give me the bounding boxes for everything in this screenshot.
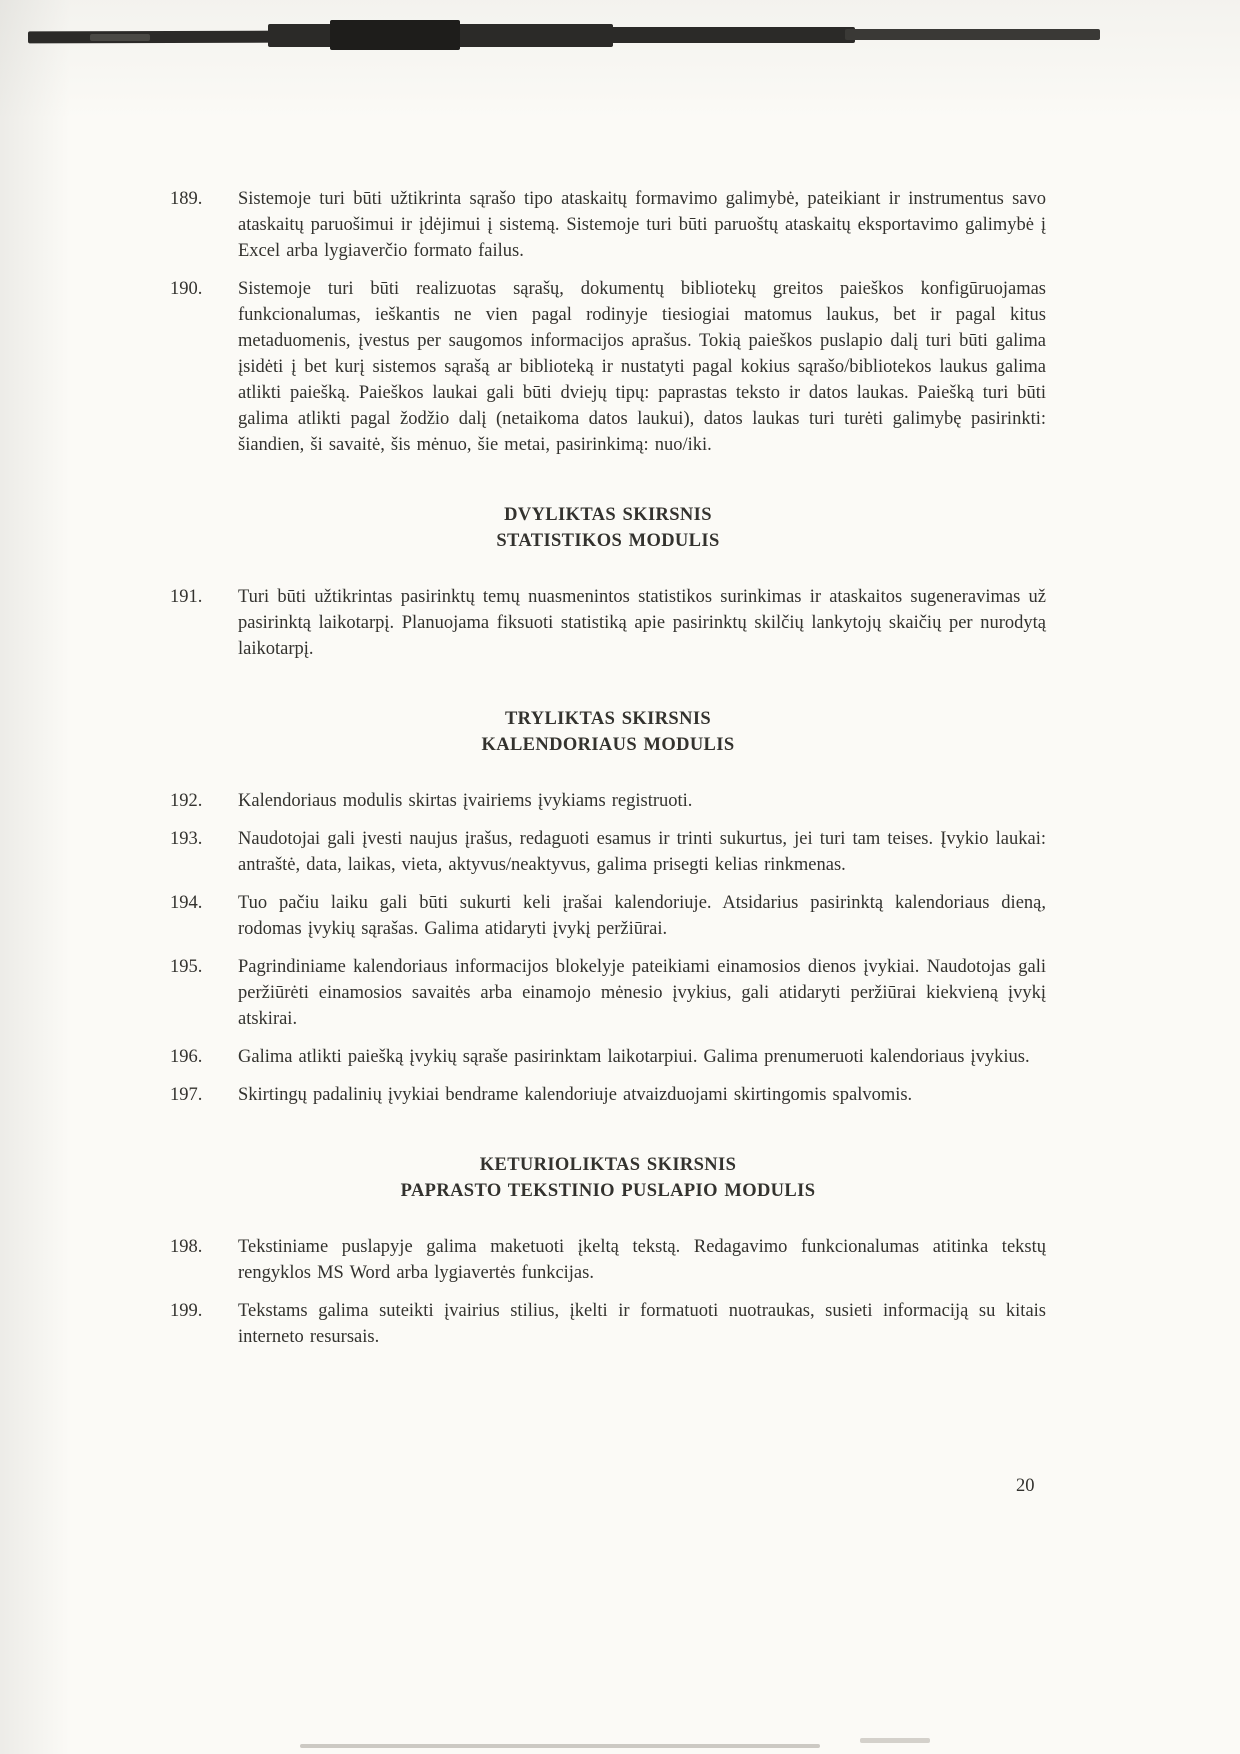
item-number: 199. bbox=[170, 1301, 203, 1321]
page-number: 20 bbox=[1016, 1476, 1035, 1496]
section-heading bbox=[170, 706, 1046, 758]
item-number: 195. bbox=[170, 957, 203, 977]
item-text: Tuo pačiu laiku gali būti sukurti keli įrašai kalendoriuje. Atsidarius pasirinktą kalendoriaus dieną, rodomas įvykių sąrašas. Galima atidaryti įvykį peržiūrai. bbox=[238, 893, 1046, 939]
item-text: Tekstiniame puslapyje galima maketuoti įkeltą tekstą. Redagavimo funkcionalumas atitinka tekstų rengyklos MS Word arba lygiavertės funkcijas. bbox=[238, 1237, 1046, 1283]
list-item bbox=[170, 1298, 1046, 1350]
document-content bbox=[170, 186, 1046, 1362]
scan-artifact-top bbox=[28, 31, 283, 44]
list-item bbox=[170, 788, 1046, 814]
section-heading-line2: KALENDORIAUS MODULIS bbox=[481, 735, 735, 755]
item-text: Skirtingų padalinių įvykiai bendrame kalendoriuje atvaizduojami skirtingomis spalvomis. bbox=[238, 1085, 913, 1105]
section-heading-line2: STATISTIKOS MODULIS bbox=[496, 531, 720, 551]
scan-artifact-top bbox=[845, 29, 1100, 40]
section-heading-line1: KETURIOLIKTAS SKIRSNIS bbox=[479, 1155, 737, 1175]
item-number: 198. bbox=[170, 1237, 203, 1257]
item-number: 197. bbox=[170, 1085, 203, 1105]
list-item bbox=[170, 890, 1046, 942]
item-text: Kalendoriaus modulis skirtas įvairiems įvykiams registruoti. bbox=[238, 791, 693, 811]
item-number: 194. bbox=[170, 893, 203, 913]
list-item bbox=[170, 186, 1046, 264]
scan-artifact-top bbox=[90, 34, 150, 41]
item-number: 191. bbox=[170, 587, 203, 607]
section-heading bbox=[170, 1152, 1046, 1204]
list-item bbox=[170, 1044, 1046, 1070]
section-heading-line2: PAPRASTO TEKSTINIO PUSLAPIO MODULIS bbox=[400, 1181, 816, 1201]
section-heading-line1: TRYLIKTAS SKIRSNIS bbox=[504, 709, 712, 729]
item-number: 193. bbox=[170, 829, 203, 849]
item-text: Sistemoje turi būti realizuotas sąrašų, dokumentų bibliotekų greitos paieškos konfigūruojamas funkcionalumas, ieškantis ne vien pagal rodinyje tiesiogiai matomus laukus, bet ir pagal kitus metaduomenis, įvestus per saugomos informacijos aprašus. Tokią paieškos puslapio dalį turi būti galima įsidėti į bet kurį sistemos sąrašą ar biblioteką ir nustatyti pagal kokius sąrašo/bibliotekos laukus galima atlikti paiešką. Paieškos laukai gali būti dviejų tipų: paprastas teksto ir datos laukas. Paiešką turi būti galima atlikti pagal žodžio dalį (netaikoma datos laukui), datos laukas turi turėti galimybę pasirinkti: šiandien, ši savaitė, šis mėnuo, šie metai, pasirinkimą: nuo/iki. bbox=[238, 279, 1046, 455]
list-item bbox=[170, 276, 1046, 458]
list-item bbox=[170, 584, 1046, 662]
scan-artifact-top bbox=[600, 27, 855, 43]
item-text: Naudotojai gali įvesti naujus įrašus, redaguoti esamus ir trinti sukurtus, jei turi tam teises. Įvykio laukai: antraštė, data, laikas, vieta, aktyvus/neaktyvus, galima prisegti kelias rinkmenas. bbox=[238, 829, 1046, 875]
item-text: Sistemoje turi būti užtikrinta sąrašo tipo ataskaitų formavimo galimybė, pateikiant ir instrumentus savo ataskaitų paruošimui ir įdėjimui į sistemą. Sistemoje turi būti paruoštų ataskaitų eksportavimo galimybė į Excel arba lygiaverčio formato failus. bbox=[238, 189, 1046, 261]
list-item bbox=[170, 1234, 1046, 1286]
scan-artifact-bottom bbox=[860, 1738, 930, 1743]
item-number: 189. bbox=[170, 189, 203, 209]
item-number: 190. bbox=[170, 279, 203, 299]
item-text: Tekstams galima suteikti įvairius stilius, įkelti ir formatuoti nuotraukas, susieti informaciją su kitais interneto resursais. bbox=[238, 1301, 1046, 1347]
item-text: Pagrindiniame kalendoriaus informacijos blokelyje pateikiami einamosios dienos įvykiai. Naudotojas gali peržiūrėti einamosios savaitės arba einamojo mėnesio įvykius, gali atidaryti peržiūrai kiekvieną įvykį atskirai. bbox=[238, 957, 1046, 1029]
list-item bbox=[170, 1082, 1046, 1108]
item-number: 196. bbox=[170, 1047, 203, 1067]
section-heading-line1: DVYLIKTAS SKIRSNIS bbox=[504, 505, 712, 525]
item-text: Galima atlikti paiešką įvykių sąraše pasirinktam laikotarpiui. Galima prenumeruoti kalendoriaus įvykius. bbox=[238, 1047, 1030, 1067]
item-text: Turi būti užtikrintas pasirinktų temų nuasmenintos statistikos surinkimas ir ataskaitos sugeneravimas už pasirinktą laikotarpį. Planuojama fiksuoti statistiką apie pasirinktų skilčių lankytojų skaičių per nurodytą laikotarpį. bbox=[238, 587, 1046, 659]
item-number: 192. bbox=[170, 791, 203, 811]
list-item bbox=[170, 826, 1046, 878]
section-heading bbox=[170, 502, 1046, 554]
scan-artifact-bottom bbox=[300, 1744, 820, 1748]
list-item bbox=[170, 954, 1046, 1032]
scan-artifact-top bbox=[330, 20, 460, 50]
